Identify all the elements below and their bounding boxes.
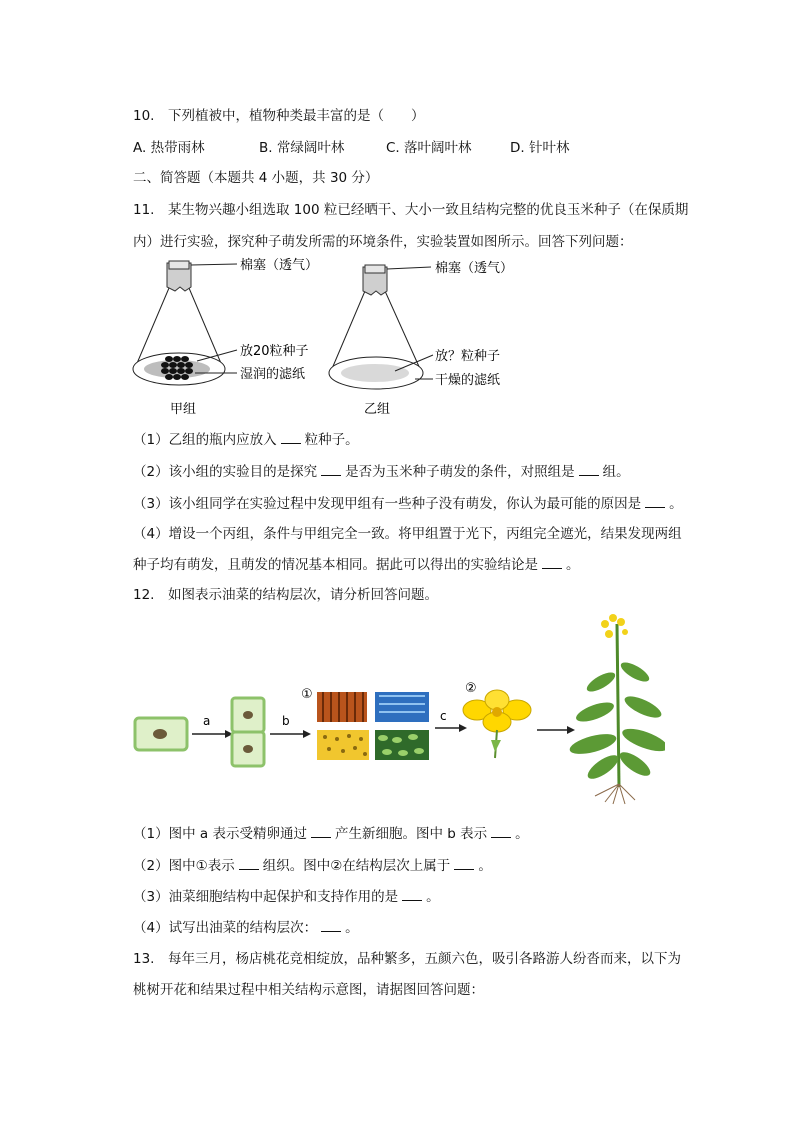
q11-stem-line2: 内）进行实验，探究种子萌发所需的环境条件，实验装置如图所示。回答下列问题： (133, 234, 633, 250)
answer-blank[interactable] (579, 463, 599, 476)
jia-group-name: 甲组 (170, 402, 197, 417)
q11-sub1: （1）乙组的瓶内应放入 粒种子。 (133, 432, 359, 448)
rapeseed-structure-figure (125, 612, 665, 807)
q12-sub1: （1）图中 a 表示受精卵通过 产生新细胞。图中 b 表示 。 (133, 826, 529, 842)
q11-sub3: （3）该小组同学在实验过程中发现甲组有一些种子没有萌发，你认为最可能的原因是 。 (133, 496, 683, 512)
q11-sub2: （2）该小组的实验目的是探究 是否为玉米种子萌发的条件，对照组是 组。 (133, 464, 630, 480)
q10-options (133, 136, 569, 156)
q10-option-d: D. 针叶林 (510, 140, 570, 156)
q13-line2: 桃树开花和结果过程中相关结构示意图，请据图回答问题： (133, 982, 484, 998)
q10-option-c: C. 落叶阔叶林 (386, 140, 472, 156)
q11-sub4-line2: 种子均有萌发，且萌发的情况基本相同。据此可以得出的实验结论是 。 (133, 557, 580, 573)
answer-blank[interactable] (321, 463, 341, 476)
label-1: ① (301, 687, 313, 702)
answer-blank[interactable] (281, 431, 301, 444)
rapeseed-plant (568, 614, 665, 804)
fertilized-egg-cell (135, 718, 187, 750)
yi-seeds-label: 放？粒种子 (435, 349, 501, 364)
answer-blank[interactable] (321, 919, 341, 932)
q10-stem: 10. 下列植被中，植物种类最丰富的是（ ） (133, 108, 425, 124)
jia-cotton-label: 棉塞（透气） (240, 258, 319, 273)
q10-option-a: A. 热带雨林 (133, 140, 205, 156)
seed-experiment-figure (125, 253, 545, 423)
flower-organ (463, 690, 531, 758)
section-title: 二、简答题（本题共 4 小题，共 30 分） (133, 170, 379, 186)
yi-group-name: 乙组 (364, 402, 391, 417)
q11-sub4-line1: （4）增设一个丙组，条件与甲组完全一致。将甲组置于光下，丙组完全遮光，结果发现两组 (133, 526, 682, 542)
label-2: ② (465, 681, 477, 696)
q12-sub4: （4）试写出油菜的结构层次： 。 (133, 920, 359, 936)
answer-blank[interactable] (645, 495, 665, 508)
q13-line1: 13. 每年三月，杨店桃花竞相绽放，品种繁多，五颜六色，吸引各路游人纷沓而来，以下为 (133, 951, 681, 967)
arrow-label-a: a (203, 714, 211, 728)
q10-option-b: B. 常绿阔叶林 (259, 140, 345, 156)
arrow-label-c: c (440, 709, 447, 723)
yi-paper-label: 干燥的滤纸 (435, 373, 501, 388)
q12-sub2: （2）图中①表示 组织。图中②在结构层次上属于 。 (133, 858, 492, 874)
answer-blank[interactable] (402, 888, 422, 901)
q12-stem: 12. 如图表示油菜的结构层次，请分析回答问题。 (133, 587, 438, 603)
q11-stem-line1: 11. 某生物兴趣小组选取 100 粒已经晒干、大小一致且结构完整的优良玉米种子（在保质期 (133, 202, 689, 218)
jia-seeds-label: 放20粒种子 (240, 344, 309, 359)
answer-blank[interactable] (454, 857, 474, 870)
divided-cells (232, 698, 264, 766)
yi-flask (329, 260, 513, 417)
yi-cotton-label: 棉塞（透气） (435, 261, 514, 276)
answer-blank[interactable] (239, 857, 259, 870)
jia-paper-label: 湿润的滤纸 (240, 367, 306, 382)
arrow-label-b: b (282, 714, 290, 728)
answer-blank[interactable] (542, 556, 562, 569)
jia-flask (133, 257, 318, 417)
answer-blank[interactable] (311, 825, 331, 838)
answer-blank[interactable] (491, 825, 511, 838)
tissue-samples (317, 692, 429, 760)
q12-sub3: （3）油菜细胞结构中起保护和支持作用的是 。 (133, 889, 440, 905)
